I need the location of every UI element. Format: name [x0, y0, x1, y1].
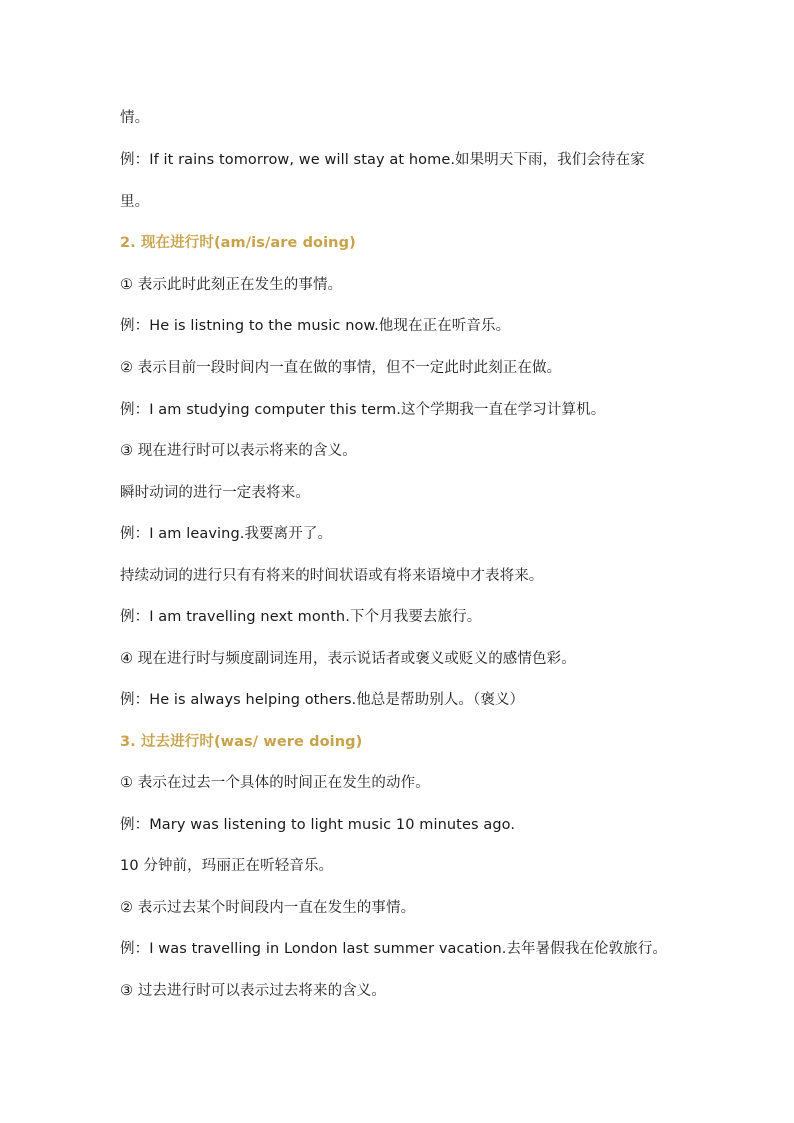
paragraph-line: 持续动词的进行只有有将来的时间状语或有将来语境中才表将来。 — [120, 568, 544, 584]
rule-item: ③ 现在进行时可以表示将来的含义。 — [120, 443, 357, 459]
rule-item: ① 表示此时此刻正在发生的事情。 — [120, 277, 343, 293]
section-heading-past-continuous: 3. 过去进行时(was/ were doing) — [120, 734, 363, 750]
rule-item: ③ 过去进行时可以表示过去将来的含义。 — [120, 983, 387, 999]
example-line: 例：I am leaving.我要离开了。 — [120, 526, 333, 542]
section-heading-present-continuous: 2. 现在进行时(am/is/are doing) — [120, 235, 356, 251]
example-line: 例：I am studying computer this term.这个学期我一直在学习计算机。 — [120, 402, 606, 418]
rule-item: ② 表示过去某个时间段内一直在发生的事情。 — [120, 900, 416, 916]
paragraph-line: 瞬时动词的进行一定表将来。 — [120, 485, 310, 501]
rule-item: ② 表示目前一段时间内一直在做的事情，但不一定此时此刻正在做。 — [120, 360, 562, 376]
example-line: 例：I am travelling next month.下个月我要去旅行。 — [120, 609, 482, 625]
paragraph-line: 10 分钟前，玛丽正在听轻音乐。 — [120, 858, 334, 874]
example-line: 例：I was travelling in London last summer vacation.去年暑假我在伦敦旅行。 — [120, 941, 668, 957]
example-line: 例：He is listning to the music now.他现在正在听音乐。 — [120, 318, 511, 334]
paragraph-line: 情。 — [120, 110, 150, 126]
rule-item: ④ 现在进行时与频度副词连用，表示说话者或褒义或贬义的感情色彩。 — [120, 651, 576, 667]
paragraph-line: 里。 — [120, 194, 150, 210]
rule-item: ① 表示在过去一个具体的时间正在发生的动作。 — [120, 775, 430, 791]
example-line: 例：If it rains tomorrow, we will stay at home.如果明天下雨，我们会待在家 — [120, 152, 645, 168]
example-line: 例：Mary was listening to light music 10 minutes ago. — [120, 817, 516, 833]
example-line: 例：He is always helping others.他总是帮助别人。（褒义） — [120, 692, 525, 708]
